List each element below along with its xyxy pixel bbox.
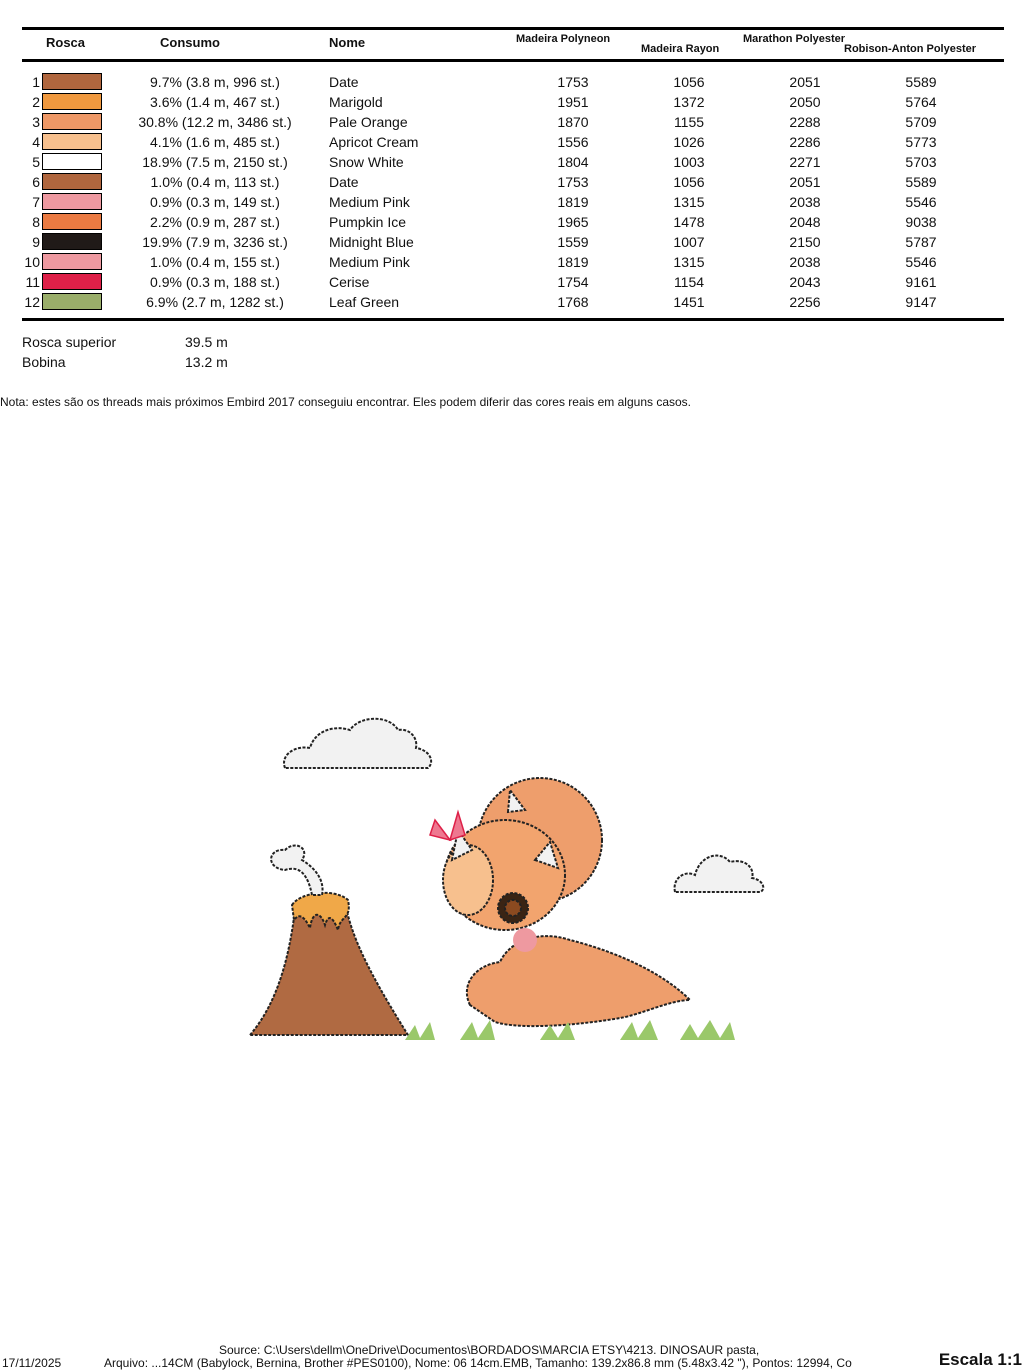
- marathon-polyester-code: 2288: [789, 114, 821, 130]
- thread-number: 6: [32, 174, 40, 190]
- color-swatch: [42, 233, 102, 250]
- thread-row: [0, 232, 1024, 252]
- color-swatch: [42, 153, 102, 170]
- madeira-rayon-code: 1026: [673, 134, 705, 150]
- thread-number: 12: [24, 294, 40, 310]
- madeira-rayon-code: 1451: [673, 294, 705, 310]
- thread-name: Date: [329, 174, 359, 190]
- marathon-polyester-code: 2271: [789, 154, 821, 170]
- thread-name: Medium Pink: [329, 194, 410, 210]
- madeira-rayon-code: 1007: [673, 234, 705, 250]
- color-swatch: [42, 253, 102, 270]
- madeira-polyneon-code: 1965: [557, 214, 589, 230]
- table-header-rule: [22, 59, 1004, 62]
- thread-row: [0, 132, 1024, 152]
- color-swatch: [42, 273, 102, 290]
- bobbin-value: 13.2 m: [185, 354, 228, 370]
- thread-row: [0, 172, 1024, 192]
- thread-name: Midnight Blue: [329, 234, 414, 250]
- triceratops-icon: [443, 778, 690, 1026]
- thread-consumption: 6.9% (2.7 m, 1282 st.): [146, 294, 284, 310]
- robison-anton-code: 5764: [905, 94, 937, 110]
- thread-row: [0, 152, 1024, 172]
- footer-source: Source: C:\Users\dellm\OneDrive\Documentos\BORDADOS\MARCIA ETSY\4213. DINOSAUR pasta,: [219, 1343, 760, 1357]
- thread-consumption: 19.9% (7.9 m, 3236 st.): [142, 234, 288, 250]
- marathon-polyester-code: 2043: [789, 274, 821, 290]
- madeira-rayon-code: 1056: [673, 74, 705, 90]
- thread-name: Pumpkin Ice: [329, 214, 407, 230]
- thread-name: Cerise: [329, 274, 370, 290]
- marathon-polyester-code: 2286: [789, 134, 821, 150]
- thread-name: Apricot Cream: [329, 134, 419, 150]
- table-bottom-rule: [22, 318, 1004, 321]
- thread-consumption: 4.1% (1.6 m, 485 st.): [150, 134, 280, 150]
- header-rosca: Rosca: [46, 35, 86, 50]
- robison-anton-code: 5709: [905, 114, 937, 130]
- color-swatch: [42, 213, 102, 230]
- thread-name: Pale Orange: [329, 114, 408, 130]
- madeira-polyneon-code: 1804: [557, 154, 589, 170]
- header-madeira-polyneon: Madeira Polyneon: [516, 33, 611, 45]
- thread-consumption: 30.8% (12.2 m, 3486 st.): [138, 114, 292, 130]
- header-robison-anton: Robison-Anton Polyester: [844, 43, 977, 55]
- color-swatch: [42, 293, 102, 310]
- thread-consumption: 1.0% (0.4 m, 155 st.): [150, 254, 280, 270]
- footer-date: 17/11/2025: [2, 1356, 62, 1370]
- thread-number: 11: [25, 274, 40, 290]
- madeira-polyneon-code: 1870: [557, 114, 589, 130]
- robison-anton-code: 5773: [905, 134, 937, 150]
- madeira-polyneon-code: 1556: [557, 134, 589, 150]
- madeira-rayon-code: 1155: [673, 114, 705, 130]
- thread-consumption: 2.2% (0.9 m, 287 st.): [150, 214, 280, 230]
- table-top-rule: [22, 27, 1004, 30]
- footer-arquivo: Arquivo: ...14CM (Babylock, Bernina, Brother #PES0100), Nome: 06 14cm.EMB, Tamanho: 139.2x86.8 mm (5.48x3.42 "), Pontos: 12994, Co: [104, 1356, 852, 1370]
- thread-number: 3: [32, 114, 40, 130]
- robison-anton-code: 5703: [905, 154, 937, 170]
- thread-name: Marigold: [329, 94, 383, 110]
- thread-note: Nota: estes são os threads mais próximos Embird 2017 conseguiu encontrar. Eles podem diferir das cores reais em alguns casos.: [0, 395, 692, 409]
- thread-number: 10: [24, 254, 40, 270]
- marathon-polyester-code: 2051: [789, 74, 821, 90]
- thread-row: [0, 272, 1024, 292]
- marathon-polyester-code: 2048: [789, 214, 821, 230]
- thread-row: [0, 212, 1024, 232]
- madeira-rayon-code: 1315: [673, 254, 705, 270]
- thread-number: 4: [32, 134, 40, 150]
- thread-consumption: 18.9% (7.5 m, 2150 st.): [142, 154, 288, 170]
- madeira-polyneon-code: 1819: [557, 194, 589, 210]
- robison-anton-code: 5589: [905, 174, 937, 190]
- thread-consumption: 0.9% (0.3 m, 149 st.): [150, 194, 280, 210]
- madeira-polyneon-code: 1819: [557, 254, 589, 270]
- robison-anton-code: 5546: [905, 254, 937, 270]
- thread-number: 8: [32, 214, 40, 230]
- thread-number: 2: [32, 94, 40, 110]
- robison-anton-code: 9161: [905, 274, 937, 290]
- color-swatch: [42, 193, 102, 210]
- robison-anton-code: 9147: [905, 294, 937, 310]
- madeira-polyneon-code: 1754: [557, 274, 589, 290]
- top-thread-value: 39.5 m: [185, 334, 228, 350]
- marathon-polyester-code: 2150: [789, 234, 821, 250]
- madeira-polyneon-code: 1559: [557, 234, 589, 250]
- top-thread-label: Rosca superior: [22, 334, 117, 350]
- thread-number: 5: [32, 154, 40, 170]
- thread-consumption: 0.9% (0.3 m, 188 st.): [150, 274, 280, 290]
- robison-anton-code: 5546: [905, 194, 937, 210]
- color-swatch: [42, 173, 102, 190]
- volcano-icon: [250, 845, 408, 1035]
- thread-row: [0, 112, 1024, 132]
- madeira-polyneon-code: 1753: [557, 74, 589, 90]
- marathon-polyester-code: 2038: [789, 254, 821, 270]
- cloud-right-icon: [675, 856, 764, 892]
- marathon-polyester-code: 2051: [789, 174, 821, 190]
- thread-row: [0, 72, 1024, 92]
- thread-consumption: 3.6% (1.4 m, 467 st.): [150, 94, 280, 110]
- scale-label: Escala 1:1: [938, 1350, 1022, 1369]
- header-consumo: Consumo: [160, 35, 220, 50]
- robison-anton-code: 5589: [905, 74, 937, 90]
- butterfly-icon: [430, 812, 465, 840]
- marathon-polyester-code: 2038: [789, 194, 821, 210]
- color-swatch: [42, 113, 102, 130]
- thread-consumption: 9.7% (3.8 m, 996 st.): [150, 74, 280, 90]
- thread-name: Snow White: [329, 154, 404, 170]
- madeira-rayon-code: 1372: [673, 94, 705, 110]
- cloud-left-icon: [284, 719, 431, 768]
- thread-name: Date: [329, 74, 359, 90]
- thread-number: 9: [32, 234, 40, 250]
- thread-row: [0, 292, 1024, 312]
- robison-anton-code: 9038: [905, 214, 937, 230]
- color-swatch: [42, 73, 102, 90]
- thread-consumption: 1.0% (0.4 m, 113 st.): [150, 174, 280, 190]
- madeira-polyneon-code: 1753: [557, 174, 589, 190]
- header-marathon-polyester: Marathon Polyester: [743, 33, 846, 45]
- robison-anton-code: 5787: [905, 234, 937, 250]
- thread-number: 1: [32, 74, 40, 90]
- thread-row: [0, 92, 1024, 112]
- madeira-rayon-code: 1056: [673, 174, 705, 190]
- thread-name: Medium Pink: [329, 254, 410, 270]
- thread-number: 7: [32, 194, 40, 210]
- madeira-rayon-code: 1315: [673, 194, 705, 210]
- marathon-polyester-code: 2256: [789, 294, 821, 310]
- thread-row: [0, 192, 1024, 212]
- madeira-rayon-code: 1154: [673, 274, 705, 290]
- bobbin-label: Bobina: [22, 354, 66, 370]
- color-swatch: [42, 133, 102, 150]
- embroidery-design-preview: [240, 700, 780, 1060]
- color-swatch: [42, 93, 102, 110]
- madeira-polyneon-code: 1768: [557, 294, 589, 310]
- thread-row: [0, 252, 1024, 272]
- madeira-rayon-code: 1003: [673, 154, 705, 170]
- header-nome: Nome: [329, 35, 366, 50]
- header-madeira-rayon: Madeira Rayon: [641, 43, 720, 55]
- madeira-rayon-code: 1478: [673, 214, 705, 230]
- madeira-polyneon-code: 1951: [557, 94, 589, 110]
- thread-name: Leaf Green: [329, 294, 400, 310]
- marathon-polyester-code: 2050: [789, 94, 821, 110]
